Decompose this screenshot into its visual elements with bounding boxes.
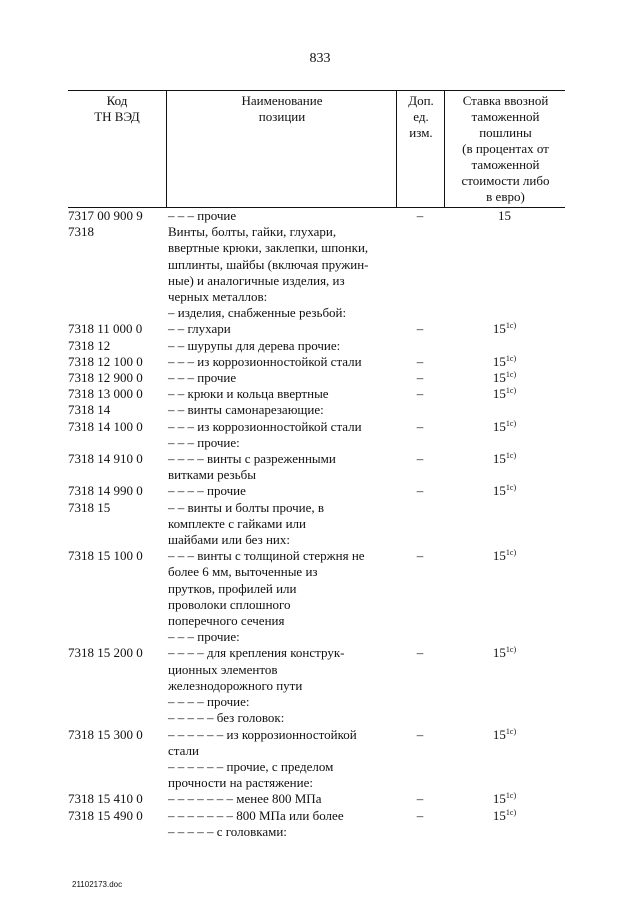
position-name-line: – – винты и болты прочие, в xyxy=(168,499,325,515)
duty-rate xyxy=(444,354,565,370)
position-name xyxy=(168,694,396,710)
duty-rate xyxy=(444,727,565,743)
position-name-line: черных металлов: xyxy=(168,289,268,305)
extra-unit: – xyxy=(416,483,424,499)
position-name-line: ционных элементов xyxy=(168,661,278,677)
table-row xyxy=(0,402,640,418)
duty-rate-footnote: 1с) xyxy=(505,791,517,801)
tariff-code: 7318 15 490 0 xyxy=(68,807,143,823)
position-name xyxy=(168,500,396,549)
header-rate xyxy=(444,91,566,207)
header-unit-line: ед. xyxy=(413,109,429,124)
header-unit-line: изм. xyxy=(409,125,433,140)
duty-rate xyxy=(444,370,565,386)
header-name-line: Наименование xyxy=(241,93,323,108)
position-name-line: проволоки сплошного xyxy=(168,596,291,612)
footer-filename: 21102173.doc xyxy=(72,880,123,889)
position-name xyxy=(168,354,396,370)
table-row xyxy=(0,451,640,483)
tariff-code: 7318 15 xyxy=(68,499,111,515)
duty-rate-value: 15 xyxy=(492,321,506,337)
position-name-line: – – винты самонарезающие: xyxy=(168,402,324,418)
table-row xyxy=(0,483,640,499)
duty-rate-value: 15 xyxy=(492,807,506,823)
tariff-code: 7318 14 990 0 xyxy=(68,483,143,499)
position-name-line: более 6 мм, выточенные из xyxy=(168,564,318,580)
position-name-line: прутков, профилей или xyxy=(168,580,297,596)
position-name-line: – – – прочие: xyxy=(168,434,240,450)
extra-unit: – xyxy=(416,807,424,823)
tariff-code: 7318 15 200 0 xyxy=(68,645,143,661)
duty-rate-footnote: 1с) xyxy=(505,548,517,558)
duty-rate-value: 15 xyxy=(492,483,506,499)
position-name xyxy=(168,419,396,435)
duty-rate-footnote: 1с) xyxy=(505,321,517,331)
position-name xyxy=(168,824,396,840)
duty-rate-value: 15 xyxy=(492,726,506,742)
table-body xyxy=(0,208,640,840)
position-name-line: – – крюки и кольца ввертные xyxy=(168,386,329,402)
position-name-line: Винты, болты, гайки, глухари, xyxy=(168,224,337,240)
header-rate-line: таможенной xyxy=(471,109,540,124)
position-name xyxy=(168,548,396,629)
position-name-line: комплекте с гайками или xyxy=(168,515,306,531)
duty-rate-value: 15 xyxy=(492,386,506,402)
table-row xyxy=(0,435,640,451)
position-name-line: поперечного сечения xyxy=(168,613,285,629)
duty-rate-value: 15 xyxy=(492,418,506,434)
table-row xyxy=(0,321,640,337)
duty-rate xyxy=(444,808,565,824)
table-row xyxy=(0,548,640,629)
table-row xyxy=(0,824,640,840)
position-name xyxy=(168,727,396,759)
position-name-line: – изделия, снабженные резьбой: xyxy=(168,305,347,321)
duty-rate xyxy=(444,483,565,499)
duty-rate xyxy=(444,791,565,807)
table-header xyxy=(68,90,565,208)
duty-rate xyxy=(444,386,565,402)
position-name xyxy=(168,305,396,321)
position-name-line: – – – – винты с разреженными xyxy=(168,451,336,467)
header-code xyxy=(68,91,166,207)
position-name-line: – – – – прочие: xyxy=(168,694,250,710)
position-name-line: – – глухари xyxy=(168,321,231,337)
position-name-line: – – – – – – прочие, с пределом xyxy=(168,758,334,774)
duty-rate-footnote: 1с) xyxy=(505,645,517,655)
position-name-line: – – – прочие: xyxy=(168,629,240,645)
position-name-line: – – – прочие xyxy=(168,208,237,223)
extra-unit: – xyxy=(416,451,424,467)
position-name-line: прочности на растяжение: xyxy=(168,775,313,791)
tariff-code: 7318 14 xyxy=(68,402,111,418)
duty-rate-footnote: 1с) xyxy=(505,386,517,396)
table-row xyxy=(0,370,640,386)
header-rate-line: Ставка ввозной xyxy=(462,93,549,108)
position-name xyxy=(168,386,396,402)
header-rate-line: в евро) xyxy=(486,189,525,204)
position-name xyxy=(168,321,396,337)
table-row xyxy=(0,224,640,305)
duty-rate xyxy=(444,321,565,337)
position-name xyxy=(168,208,396,224)
table-row xyxy=(0,694,640,710)
duty-rate-footnote: 1с) xyxy=(505,483,517,493)
duty-rate xyxy=(444,645,565,661)
table-row xyxy=(0,338,640,354)
duty-rate xyxy=(444,208,565,224)
tariff-code: 7318 xyxy=(68,224,94,240)
header-rate-line: таможенной xyxy=(471,157,540,172)
table-row xyxy=(0,727,640,759)
table-row xyxy=(0,500,640,549)
tariff-code: 7318 12 900 0 xyxy=(68,370,143,386)
table-row xyxy=(0,759,640,791)
extra-unit: – xyxy=(416,418,424,434)
tariff-code: 7318 14 100 0 xyxy=(68,418,143,434)
duty-rate-value: 15 xyxy=(492,353,506,369)
tariff-code: 7318 12 100 0 xyxy=(68,353,143,369)
position-name-line: – – – прочие xyxy=(168,370,237,386)
position-name xyxy=(168,791,396,807)
position-name-line: – – – – для крепления конструк- xyxy=(168,645,345,661)
table-row xyxy=(0,791,640,807)
position-name xyxy=(168,435,396,451)
extra-unit: – xyxy=(416,370,424,386)
table-row xyxy=(0,808,640,824)
duty-rate-footnote: 1с) xyxy=(505,370,517,380)
position-name-line: шайбами или без них: xyxy=(168,532,290,548)
table-row xyxy=(0,354,640,370)
page-number: 833 xyxy=(309,51,331,66)
header-name xyxy=(166,91,397,207)
position-name-line: – – – – – без головок: xyxy=(168,710,285,726)
position-name-line: – – – из коррозионностойкой стали xyxy=(168,353,362,369)
extra-unit: – xyxy=(416,548,424,564)
duty-rate-footnote: 1с) xyxy=(505,451,517,461)
position-name-line: железнодорожного пути xyxy=(168,677,303,693)
table-row xyxy=(0,629,640,645)
position-name xyxy=(168,710,396,726)
position-name-line: – – – – прочие xyxy=(168,483,246,499)
duty-rate-footnote: 1с) xyxy=(505,418,517,428)
position-name-line: – – – винты с толщиной стержня не xyxy=(168,548,365,564)
duty-rate-footnote: 1с) xyxy=(505,726,517,736)
position-name xyxy=(168,338,396,354)
duty-rate-footnote: 1с) xyxy=(505,807,517,817)
header-unit-line: Доп. xyxy=(408,93,434,108)
table-row xyxy=(0,208,640,224)
table-row xyxy=(0,645,640,694)
position-name-line: стали xyxy=(168,742,199,758)
position-name xyxy=(168,645,396,694)
tariff-code: 7318 11 000 0 xyxy=(68,321,143,337)
position-name-line: витками резьбы xyxy=(168,467,256,483)
header-rate-line: пошлины xyxy=(479,125,532,140)
tariff-code: 7318 14 910 0 xyxy=(68,451,143,467)
header-code-line: ТН ВЭД xyxy=(94,109,140,124)
tariff-code: 7318 15 410 0 xyxy=(68,791,143,807)
extra-unit: – xyxy=(416,208,424,223)
position-name xyxy=(168,370,396,386)
extra-unit: – xyxy=(416,353,424,369)
duty-rate-value: 15 xyxy=(492,370,506,386)
position-name-line: – – – – – – из коррозионностойкой xyxy=(168,726,357,742)
extra-unit: – xyxy=(416,645,424,661)
position-name xyxy=(168,629,396,645)
table-row xyxy=(0,710,640,726)
position-name xyxy=(168,483,396,499)
position-name-line: шплинты, шайбы (включая пружин- xyxy=(168,256,369,272)
position-name-line: ные) и аналогичные изделия, из xyxy=(168,272,345,288)
header-name-line: позиции xyxy=(258,109,306,124)
position-name-line: – – – – – – – менее 800 МПа xyxy=(168,791,322,807)
duty-rate-value: 15 xyxy=(498,208,511,223)
extra-unit: – xyxy=(416,791,424,807)
extra-unit: – xyxy=(416,726,424,742)
position-name-line: – – шурупы для дерева прочие: xyxy=(168,337,341,353)
duty-rate-value: 15 xyxy=(492,451,506,467)
table-row xyxy=(0,419,640,435)
duty-rate-value: 15 xyxy=(492,548,506,564)
header-code-line: Код xyxy=(106,93,128,108)
tariff-code: 7318 15 300 0 xyxy=(68,726,143,742)
position-name-line: – – – из коррозионностойкой стали xyxy=(168,418,362,434)
duty-rate-value: 15 xyxy=(492,791,506,807)
position-name xyxy=(168,224,396,305)
position-name-line: – – – – – с головками: xyxy=(168,823,287,839)
duty-rate xyxy=(444,548,565,564)
duty-rate xyxy=(444,419,565,435)
tariff-code: 7318 12 xyxy=(68,337,111,353)
tariff-code: 7318 15 100 0 xyxy=(68,548,143,564)
duty-rate xyxy=(444,451,565,467)
position-name xyxy=(168,759,396,791)
position-name xyxy=(168,402,396,418)
duty-rate-value: 15 xyxy=(492,645,506,661)
tariff-code: 7317 00 900 9 xyxy=(68,208,143,223)
table-row xyxy=(0,305,640,321)
duty-rate-footnote: 1с) xyxy=(505,353,517,363)
extra-unit: – xyxy=(416,321,424,337)
position-name xyxy=(168,808,396,824)
table-row xyxy=(0,386,640,402)
header-unit xyxy=(396,91,445,207)
tariff-code: 7318 13 000 0 xyxy=(68,386,143,402)
position-name-line: ввертные крюки, заклепки, шпонки, xyxy=(168,240,369,256)
position-name-line: – – – – – – – 800 МПа или более xyxy=(168,807,344,823)
header-rate-line: (в процентах от xyxy=(462,141,549,156)
header-rate-line: стоимости либо xyxy=(461,173,550,188)
position-name xyxy=(168,451,396,483)
extra-unit: – xyxy=(416,386,424,402)
